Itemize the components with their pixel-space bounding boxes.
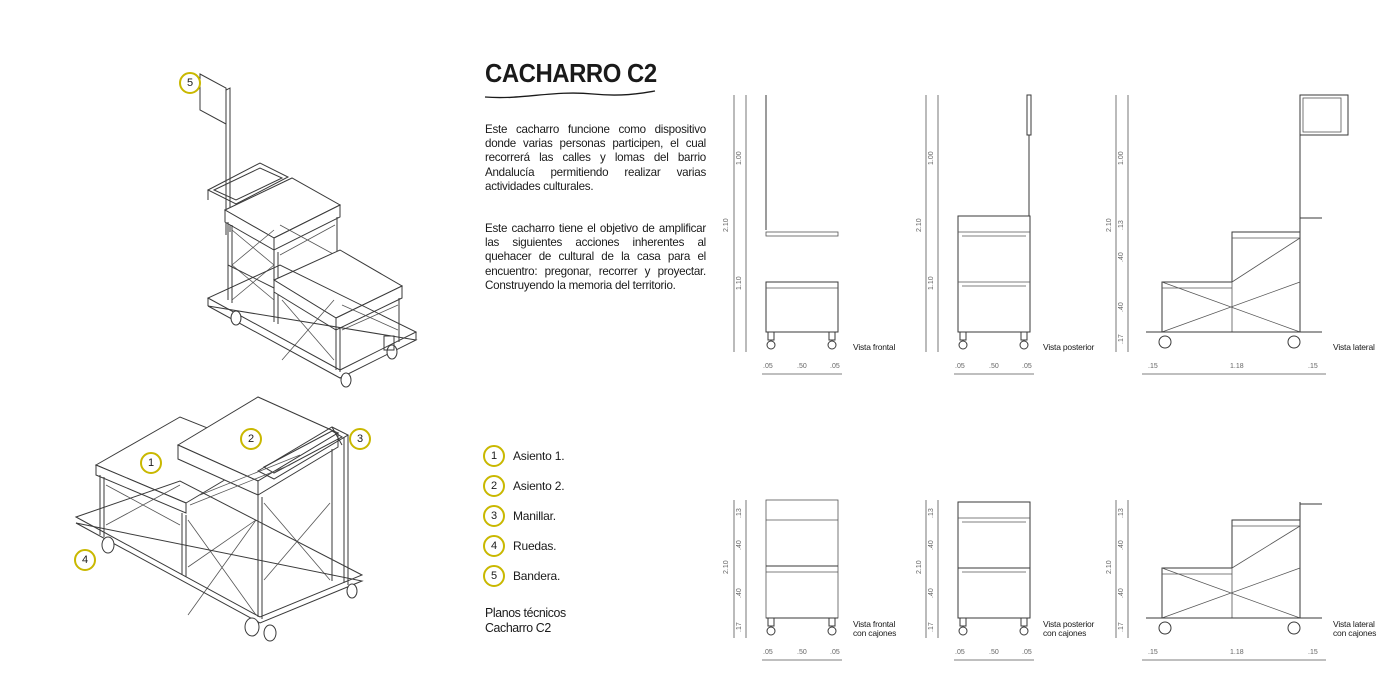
description-paragraph-1: Este cacharro funcione como dispositivo donde varias personas participen, el cual recorrerá las calles y lomas del barrio Andalucía permitiendo realizar varias actividades culturales. [485, 123, 706, 193]
dim-05-a: .05 [763, 649, 773, 656]
dim-17: .17 [1118, 334, 1125, 344]
dim-05-a: .05 [955, 363, 965, 370]
legend-label: Ruedas. [513, 539, 557, 553]
dim-40-b: .40 [1118, 588, 1125, 598]
dim-40-b: .40 [928, 588, 935, 598]
dim-05-b: .05 [1022, 649, 1032, 656]
legend-number: 4 [483, 535, 505, 557]
label-vista-posterior-cajones [1043, 620, 1094, 638]
legend-label: Manillar. [513, 509, 556, 523]
dim-upper: 1.00 [928, 151, 935, 165]
dim-40-a: .40 [928, 540, 935, 550]
dim-lower: 1.10 [928, 276, 935, 290]
dim-15-a: .15 [1148, 363, 1158, 370]
label-line-1: Vista lateral [1333, 619, 1375, 629]
dim-118: 1.18 [1230, 363, 1244, 370]
planos-caption-line-2: Cacharro C2 [485, 620, 551, 635]
legend-number: 1 [483, 445, 505, 467]
dim-upper: 1.00 [1118, 151, 1125, 165]
legend-label: Bandera. [513, 569, 561, 583]
dim-118: 1.18 [1230, 649, 1244, 656]
dim-05-b: .05 [830, 649, 840, 656]
dim-upper: 1.00 [736, 151, 743, 165]
view-posterior [916, 95, 1034, 374]
dim-13: .13 [1118, 508, 1125, 518]
dim-50: .50 [797, 363, 807, 370]
view-lateral [1106, 95, 1348, 374]
planos-caption-line-1: Planos técnicos [485, 605, 566, 620]
label-line-1: Vista posterior [1043, 619, 1095, 629]
dim-total-height: 2.10 [916, 560, 923, 574]
dim-15-b: .15 [1308, 649, 1318, 656]
label-line-2: con cajones [1043, 628, 1087, 638]
view-posterior-cajones [916, 500, 1034, 660]
dim-15-b: .15 [1308, 363, 1318, 370]
dim-total-height: 2.10 [916, 218, 923, 232]
dim-50: .50 [989, 649, 999, 656]
legend-number: 2 [483, 475, 505, 497]
dim-40-a: .40 [1118, 252, 1125, 262]
dim-05-b: .05 [1022, 363, 1032, 370]
dim-total-height: 2.10 [723, 218, 730, 232]
dim-15-a: .15 [1148, 649, 1158, 656]
dim-17: .17 [928, 622, 935, 632]
label-vista-posterior: Vista posterior [1043, 342, 1095, 352]
callout-bandera: 5 [179, 72, 201, 94]
legend-number: 5 [483, 565, 505, 587]
dim-40-a: .40 [736, 540, 743, 550]
label-vista-frontal-cajones [853, 620, 896, 638]
dim-13: .13 [736, 508, 743, 518]
legend-number: 3 [483, 505, 505, 527]
dim-total-height: 2.10 [1106, 560, 1113, 574]
dim-17: .17 [736, 622, 743, 632]
page-title: CACHARRO C2 [485, 58, 657, 88]
dim-40-b: .40 [1118, 302, 1125, 312]
view-frontal-cajones [723, 500, 842, 660]
dim-17: .17 [1118, 622, 1125, 632]
legend-label: Asiento 1. [513, 449, 565, 463]
dim-05-a: .05 [955, 649, 965, 656]
callout-asiento-1: 1 [140, 452, 162, 474]
label-vista-lateral: Vista lateral [1333, 342, 1375, 352]
label-line-1: Vista frontal [853, 619, 896, 629]
dim-13: .13 [1118, 220, 1125, 230]
label-vista-lateral-cajones [1333, 620, 1376, 638]
view-frontal [723, 95, 842, 374]
label-vista-frontal: Vista frontal [853, 342, 896, 352]
callout-ruedas: 4 [74, 549, 96, 571]
description-paragraph-2: Este cacharro tiene el objetivo de amplificar las siguientes acciones inherentes al quehacer de cultural de la casa para el encuentro: pregonar, recorrer y proyectar. Construyendo la memoria del territorio. [485, 222, 706, 292]
dim-05-a: .05 [763, 363, 773, 370]
view-lateral-cajones [1106, 500, 1326, 660]
dim-40-a: .40 [1118, 540, 1125, 550]
dim-lower: 1.10 [736, 276, 743, 290]
callout-asiento-2: 2 [240, 428, 262, 450]
dim-50: .50 [989, 363, 999, 370]
dim-13: .13 [928, 508, 935, 518]
dim-50: .50 [797, 649, 807, 656]
callout-manillar: 3 [349, 428, 371, 450]
dim-total-height: 2.10 [723, 560, 730, 574]
dim-total-height: 2.10 [1106, 218, 1113, 232]
legend-label: Asiento 2. [513, 479, 565, 493]
label-line-2: con cajones [853, 628, 897, 638]
label-line-2: con cajones [1333, 628, 1377, 638]
dim-05-b: .05 [830, 363, 840, 370]
dim-40-b: .40 [736, 588, 743, 598]
